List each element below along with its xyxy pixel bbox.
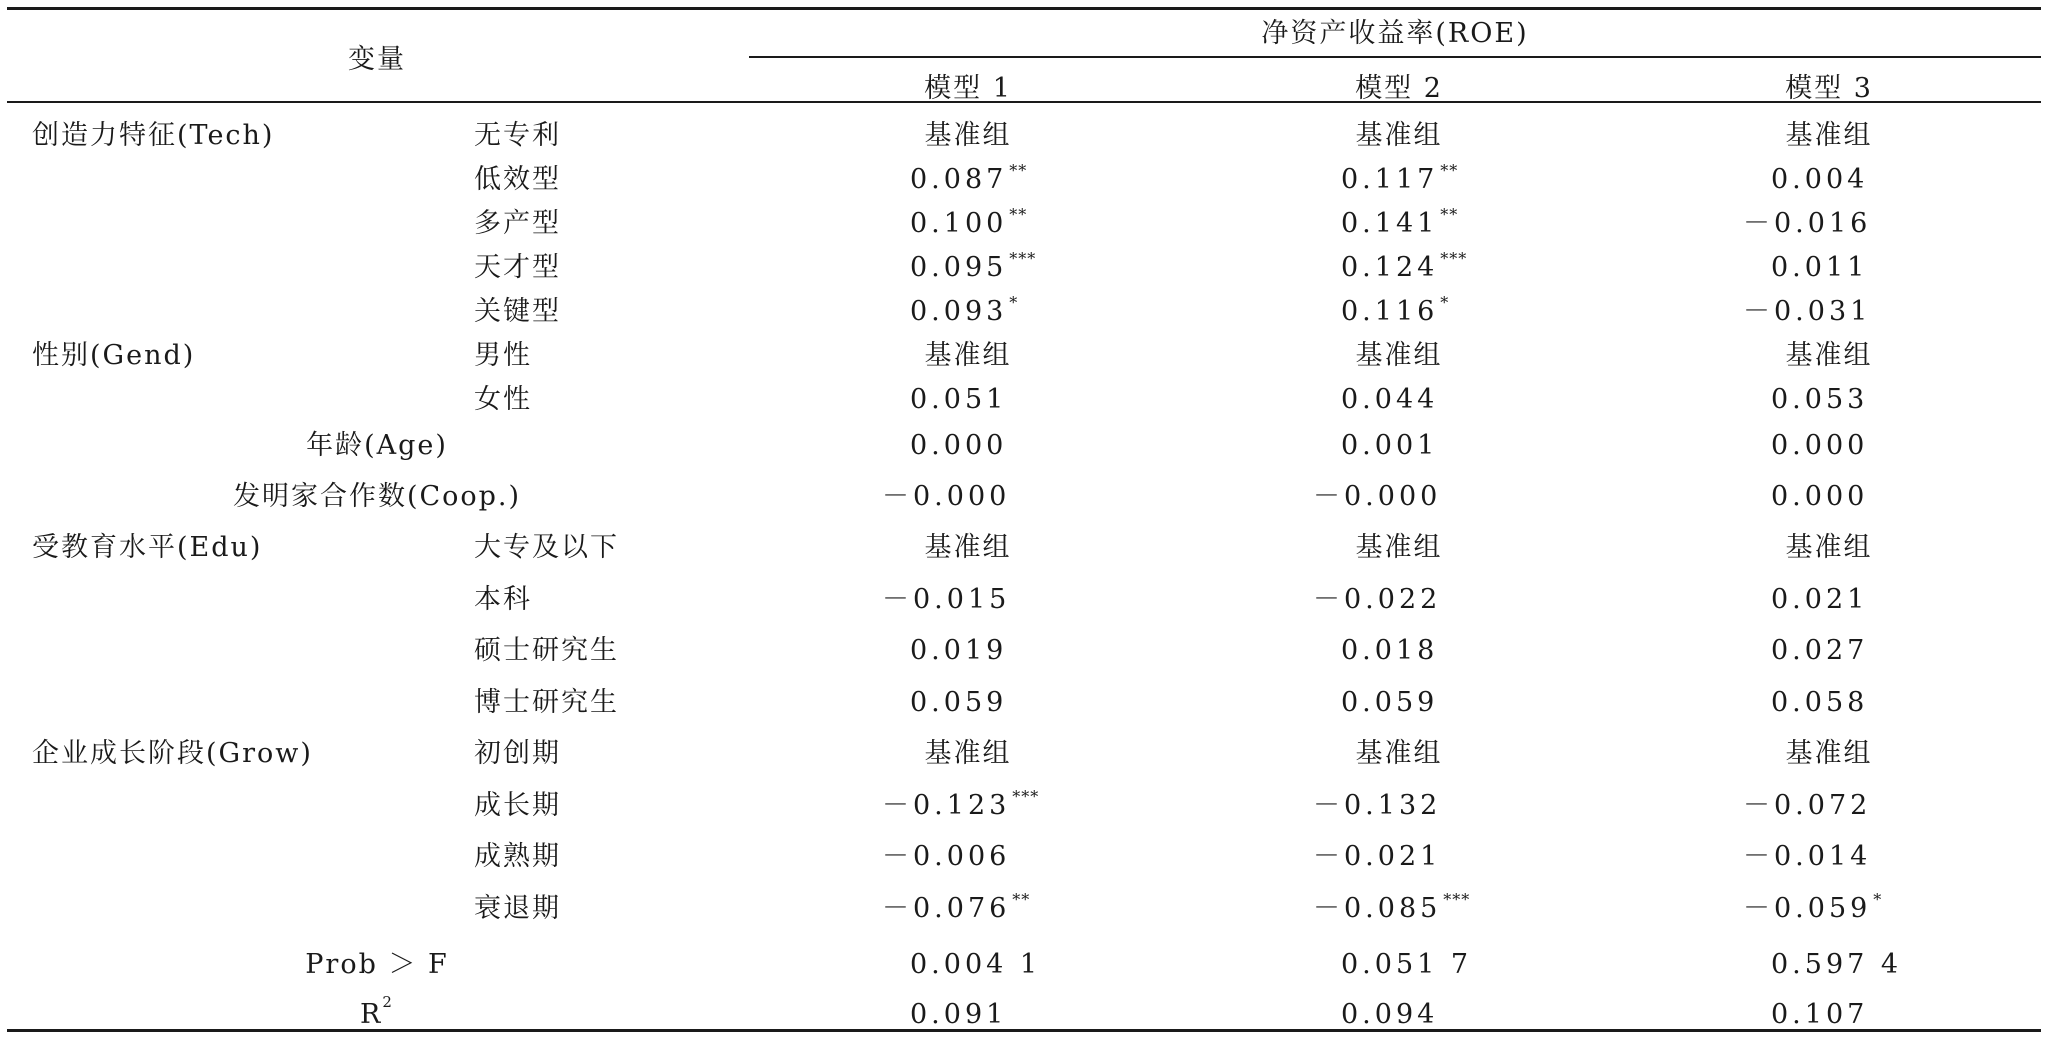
coefficient-value: 0.091 <box>910 999 1008 1030</box>
coefficient-cell <box>910 428 1007 464</box>
coefficient-cell <box>1786 736 1873 772</box>
coefficient-value: －0.132 <box>1313 790 1442 821</box>
coefficient-cell <box>1341 997 1438 1033</box>
coefficient-value: 0.004 1 <box>910 949 1042 980</box>
significance-stars: ** <box>1009 161 1028 180</box>
row-category-label: 本科 <box>474 584 532 615</box>
coefficient-cell <box>1771 479 1868 515</box>
coefficient-cell <box>1356 530 1443 566</box>
coefficient-value: 0.059 <box>1341 687 1439 718</box>
coefficient-cell <box>910 633 1007 669</box>
coefficient-cell <box>882 582 1010 618</box>
coefficient-value: 基准组 <box>924 532 1012 563</box>
row-variable-label: Prob ＞ F <box>305 949 449 980</box>
coefficient-value: 0.011 <box>1771 252 1869 283</box>
row-category-label: 无专利 <box>474 120 561 151</box>
coefficient-value: 0.000 <box>1771 430 1869 461</box>
coefficient-cell <box>1356 118 1443 154</box>
coefficient-cell <box>1313 582 1441 618</box>
coefficient-cell <box>910 382 1007 418</box>
coefficient-cell <box>1313 839 1441 875</box>
coefficient-cell <box>1356 338 1443 374</box>
coefficient-cell <box>910 997 1007 1033</box>
row-variable-label: 企业成长阶段(Grow) <box>32 738 313 769</box>
coefficient-value: 0.116 <box>1341 296 1439 327</box>
coefficient-value: 0.100 <box>910 208 1008 239</box>
row-variable-label: 受教育水平(Edu) <box>32 532 263 563</box>
coefficient-value: 基准组 <box>1785 340 1873 371</box>
coefficient-cell <box>882 788 1039 827</box>
coefficient-cell <box>1771 250 1868 286</box>
row-category-label: 成长期 <box>474 790 561 821</box>
row-category-label: 关键型 <box>474 296 561 327</box>
row-variable-label: 性别(Gend) <box>32 340 196 371</box>
model-1-header: 模型 1 <box>924 73 1012 104</box>
coefficient-cell <box>910 206 1027 245</box>
coefficient-value: 0.019 <box>910 635 1008 666</box>
coefficient-cell <box>1356 736 1443 772</box>
coefficient-cell <box>1341 428 1438 464</box>
coefficient-cell <box>925 118 1012 154</box>
coefficient-cell <box>882 891 1030 930</box>
coefficient-value: 基准组 <box>1355 120 1443 151</box>
coefficient-cell <box>925 736 1012 772</box>
significance-stars: ** <box>1012 890 1031 909</box>
bottom-rule <box>7 1029 2041 1032</box>
significance-stars: *** <box>1012 787 1040 806</box>
significance-stars: ** <box>1440 205 1459 224</box>
coefficient-value: 0.093 <box>910 296 1008 327</box>
coefficient-value: 0.004 <box>1771 164 1869 195</box>
coefficient-value: 0.107 <box>1771 999 1869 1030</box>
coefficient-cell <box>1743 294 1871 330</box>
coefficient-value: 0.018 <box>1341 635 1439 666</box>
coefficient-cell <box>910 250 1036 289</box>
coefficient-value: 基准组 <box>1355 340 1443 371</box>
coefficient-value: 基准组 <box>1785 120 1873 151</box>
coefficient-value: 基准组 <box>1355 532 1443 563</box>
coefficient-cell <box>1313 891 1470 930</box>
coefficient-cell <box>910 947 1041 983</box>
coefficient-value: 0.000 <box>910 430 1008 461</box>
row-category-label: 男性 <box>474 340 532 371</box>
coefficient-cell <box>1743 788 1871 824</box>
coefficient-cell <box>910 685 1007 721</box>
row-variable-label: $R^2$ <box>360 993 394 1030</box>
model-3-header: 模型 3 <box>1785 73 1873 104</box>
coefficient-value: 0.141 <box>1341 208 1439 239</box>
coefficient-cell <box>1313 479 1441 515</box>
row-category-label: 大专及以下 <box>474 532 619 563</box>
coefficient-cell <box>925 530 1012 566</box>
coefficient-cell <box>1743 839 1871 875</box>
coefficient-value: －0.014 <box>1743 841 1872 872</box>
coefficient-value: －0.123 <box>882 790 1011 821</box>
coefficient-cell <box>1771 947 1902 983</box>
coefficient-cell <box>1341 206 1458 245</box>
coefficient-value: －0.015 <box>882 584 1011 615</box>
coefficient-value: 0.087 <box>910 164 1008 195</box>
coefficient-value: －0.076 <box>882 893 1011 924</box>
row-category-label: 天才型 <box>474 252 561 283</box>
significance-stars: * <box>1873 890 1883 909</box>
coefficient-cell <box>910 294 1018 333</box>
coefficient-value: 0.000 <box>1771 481 1869 512</box>
coefficient-cell <box>1341 633 1438 669</box>
roe-group-header: 净资产收益率(ROE) <box>1261 18 1529 49</box>
coefficient-value: 0.021 <box>1771 584 1869 615</box>
coefficient-cell <box>1786 118 1873 154</box>
coefficient-cell <box>1771 162 1868 198</box>
coefficient-value: －0.085 <box>1313 893 1442 924</box>
coefficient-value: 0.059 <box>910 687 1008 718</box>
coefficient-cell <box>1341 294 1449 333</box>
coefficient-cell <box>1771 428 1868 464</box>
significance-stars: *** <box>1009 249 1037 268</box>
significance-stars: * <box>1440 293 1450 312</box>
coefficient-value: －0.072 <box>1743 790 1872 821</box>
coefficient-value: 0.597 4 <box>1771 949 1903 980</box>
row-category-label: 衰退期 <box>474 893 561 924</box>
coefficient-value: 0.117 <box>1341 164 1439 195</box>
coefficient-value: 基准组 <box>924 340 1012 371</box>
variable-header: 变量 <box>348 44 406 75</box>
coefficient-value: －0.000 <box>882 481 1011 512</box>
coefficient-value: 0.094 <box>1341 999 1439 1030</box>
coefficient-value: －0.000 <box>1313 481 1442 512</box>
significance-stars: * <box>1009 293 1019 312</box>
superscript: 2 <box>382 993 394 1011</box>
row-category-label: 成熟期 <box>474 841 561 872</box>
coefficient-value: 基准组 <box>924 120 1012 151</box>
coefficient-cell <box>1341 250 1467 289</box>
coefficient-cell <box>1771 685 1868 721</box>
top-rule <box>7 7 2041 10</box>
row-category-label: 初创期 <box>474 738 561 769</box>
significance-stars: *** <box>1443 890 1471 909</box>
coefficient-value: －0.006 <box>882 841 1011 872</box>
coefficient-cell <box>1771 997 1868 1033</box>
row-category-label: 女性 <box>474 384 532 415</box>
coefficient-value: 0.058 <box>1771 687 1869 718</box>
significance-stars: ** <box>1009 205 1028 224</box>
coefficient-value: 基准组 <box>1355 738 1443 769</box>
coefficient-value: －0.016 <box>1743 208 1872 239</box>
coefficient-value: －0.031 <box>1743 296 1872 327</box>
significance-stars: *** <box>1440 249 1468 268</box>
header-sub-rule <box>749 56 2041 58</box>
coefficient-value: 0.044 <box>1341 384 1439 415</box>
coefficient-value: 0.124 <box>1341 252 1439 283</box>
coefficient-value: 0.051 <box>910 384 1008 415</box>
coefficient-cell <box>1341 947 1472 983</box>
coefficient-cell <box>1771 382 1868 418</box>
coefficient-cell <box>925 338 1012 374</box>
coefficient-value: －0.059 <box>1743 893 1872 924</box>
row-category-label: 多产型 <box>474 208 561 239</box>
coefficient-cell <box>1771 582 1868 618</box>
coefficient-value: 0.053 <box>1771 384 1869 415</box>
coefficient-cell <box>882 479 1010 515</box>
model-2-header: 模型 2 <box>1355 73 1443 104</box>
coefficient-value: 基准组 <box>924 738 1012 769</box>
coefficient-value: 基准组 <box>1785 738 1873 769</box>
coefficient-value: 0.027 <box>1771 635 1869 666</box>
coefficient-cell <box>1786 530 1873 566</box>
coefficient-cell <box>1341 162 1458 201</box>
row-variable-label: 年龄(Age) <box>306 430 448 461</box>
coefficient-cell <box>1743 206 1871 242</box>
header-bottom-rule <box>7 101 2041 103</box>
coefficient-value: －0.022 <box>1313 584 1442 615</box>
coefficient-value: 0.051 7 <box>1341 949 1473 980</box>
significance-stars: ** <box>1440 161 1459 180</box>
row-variable-label: 发明家合作数(Coop.) <box>232 481 522 512</box>
row-category-label: 博士研究生 <box>474 687 619 718</box>
coefficient-cell <box>1313 788 1441 824</box>
coefficient-value: －0.021 <box>1313 841 1442 872</box>
row-category-label: 低效型 <box>474 164 561 195</box>
coefficient-cell <box>910 162 1027 201</box>
coefficient-cell <box>882 839 1010 875</box>
coefficient-cell <box>1341 382 1438 418</box>
coefficient-cell <box>1341 685 1438 721</box>
coefficient-value: 基准组 <box>1785 532 1873 563</box>
coefficient-cell <box>1743 891 1882 930</box>
row-variable-label: 创造力特征(Tech) <box>32 120 275 151</box>
coefficient-value: 0.001 <box>1341 430 1439 461</box>
coefficient-value: 0.095 <box>910 252 1008 283</box>
coefficient-cell <box>1786 338 1873 374</box>
coefficient-cell <box>1771 633 1868 669</box>
row-category-label: 硕士研究生 <box>474 635 619 666</box>
